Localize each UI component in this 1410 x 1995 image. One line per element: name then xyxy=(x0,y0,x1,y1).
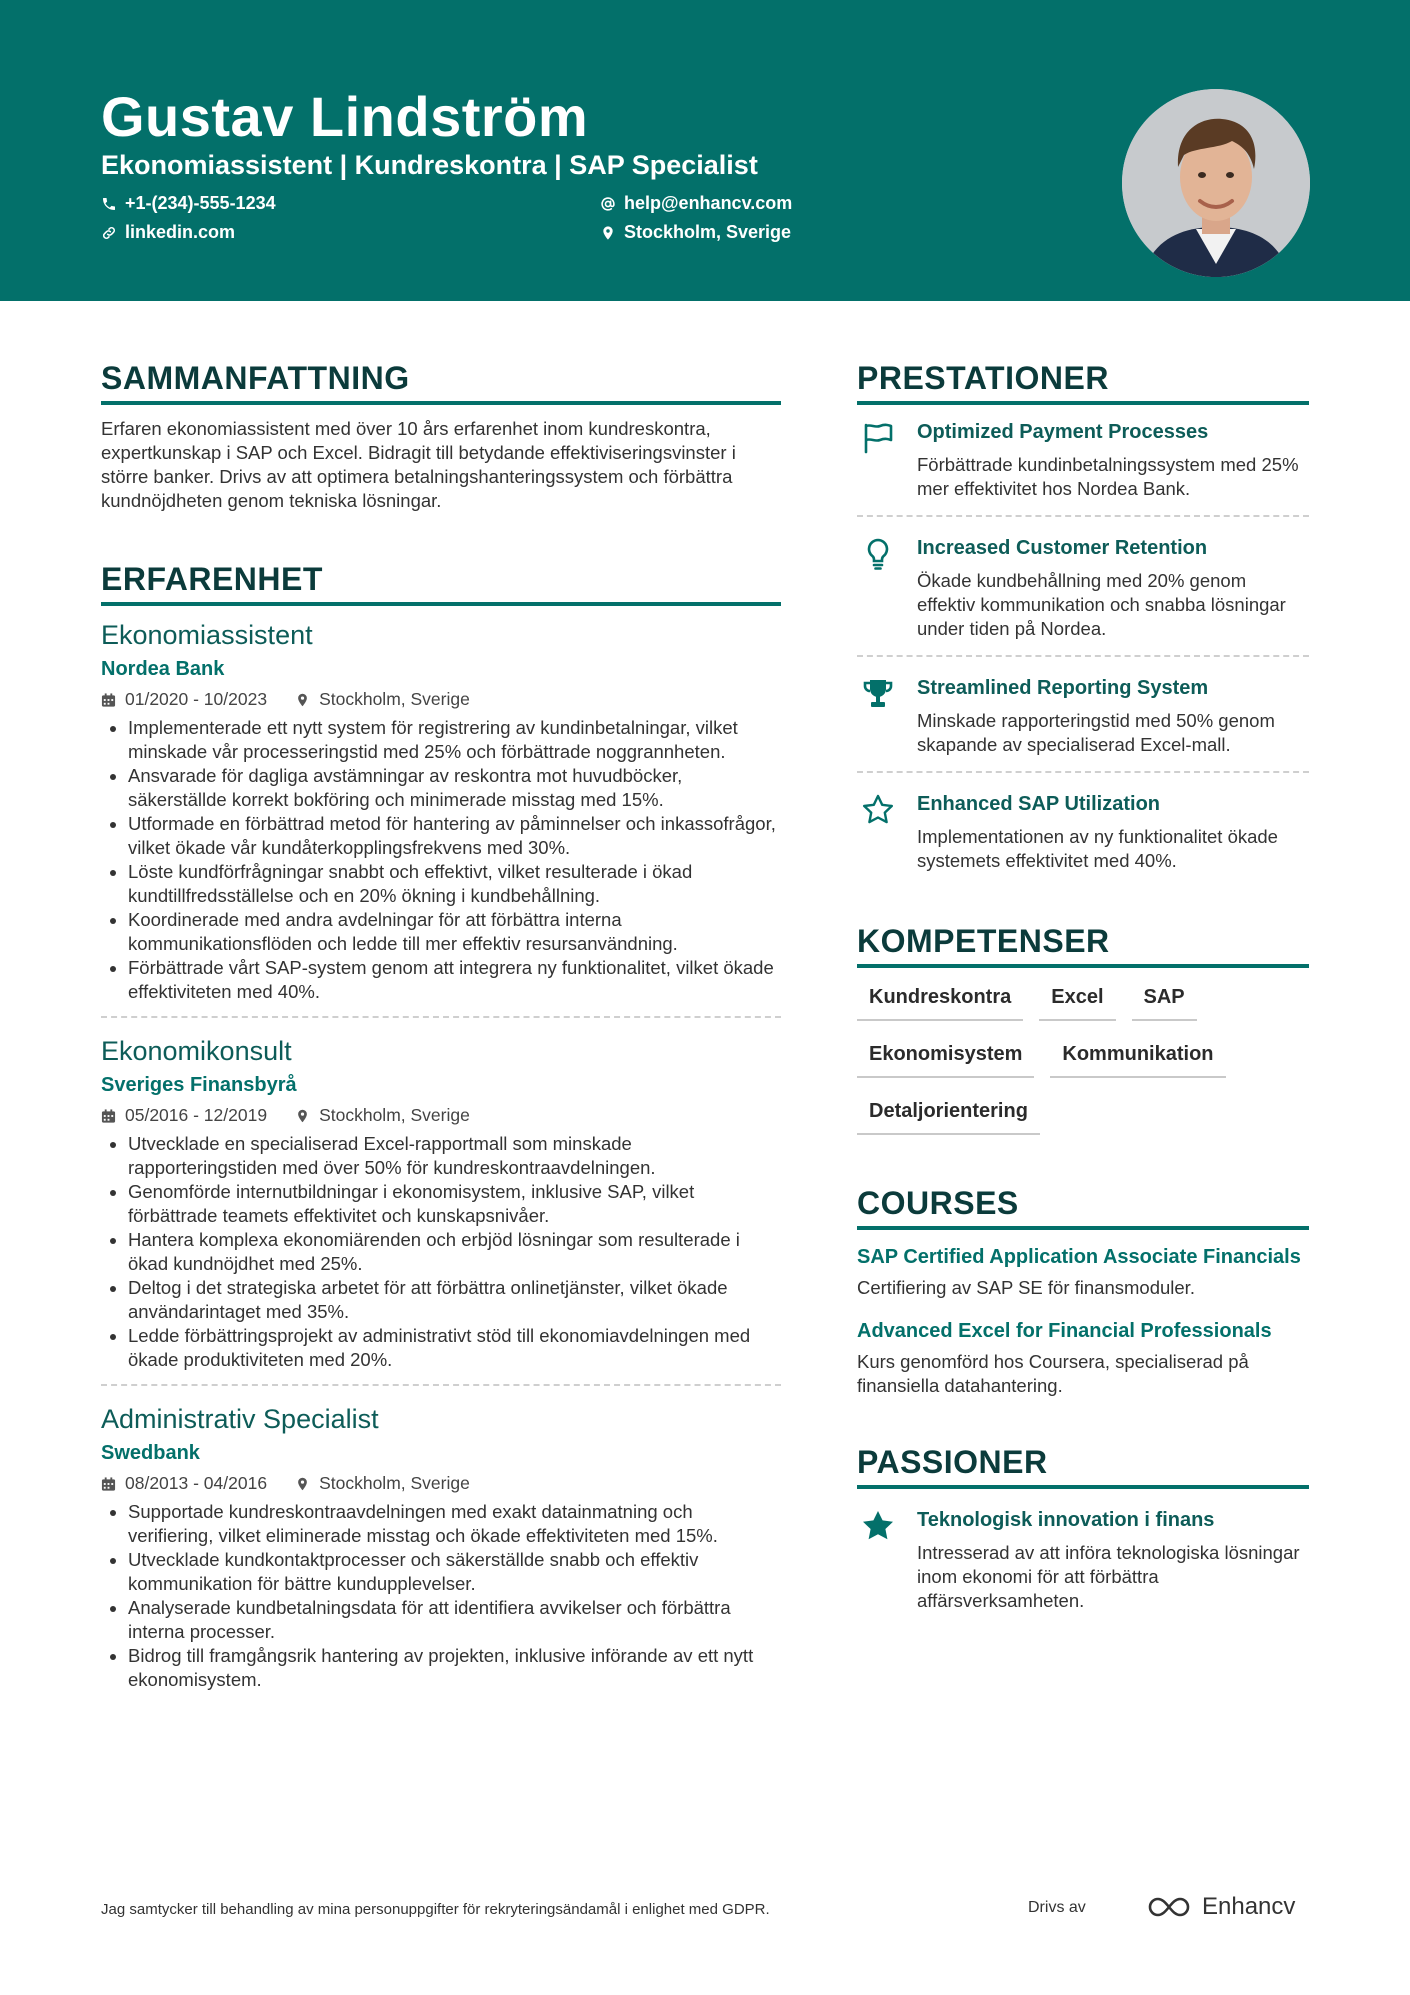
list-item: • Ledde förbättringsprojekt av administrativt stöd till ekonomiavdelningen med ökade produktiviteten med 20%. xyxy=(128,1324,781,1372)
job-entry xyxy=(101,1402,781,1692)
course-desc: Certifiering av SAP SE för finansmoduler. xyxy=(857,1277,1195,1298)
list-item: • Ansvarade för dagliga avstämningar av reskontra mot huvudböcker, säkerställde korrekt bokföring och minimerade misstag med 15%. xyxy=(128,764,781,812)
divider xyxy=(101,1384,781,1386)
trophy-icon xyxy=(861,677,895,711)
skill-tag: Ekonomisystem xyxy=(857,1043,1034,1078)
link-icon xyxy=(101,225,117,241)
list-item: • Koordinerade med andra avdelningar för att förbättra interna kommunikationsflöden och ledde till mer effektiv resursanvändning. xyxy=(128,908,781,956)
skill-tag: Excel xyxy=(1039,986,1115,1021)
calendar-icon xyxy=(101,1476,116,1492)
gdpr-consent: Jag samtycker till behandling av mina personuppgifter för rekryteringsändamål i enlighet med GDPR. xyxy=(101,1901,770,1918)
job-dates: 05/2016 - 12/2019 xyxy=(125,1105,268,1125)
achievement-item xyxy=(857,657,1309,771)
job-bullets xyxy=(101,716,781,1004)
list-item: • Supportade kundreskontraavdelningen med exakt datainmatning och verifiering, vilket eliminerade misstag och ökade effektiviteten med 15%. xyxy=(128,1500,781,1548)
job-title: Ekonomiassistent xyxy=(101,620,313,650)
linkedin-contact[interactable] xyxy=(101,222,235,243)
achievement-title: Enhanced SAP Utilization xyxy=(917,793,1160,815)
location-text: Stockholm, Sverige xyxy=(624,222,792,242)
job-location: Stockholm, Sverige xyxy=(319,689,470,709)
job-meta xyxy=(101,1473,781,1494)
phone-text: +1-(234)-555-1234 xyxy=(125,193,276,213)
job-bullets xyxy=(101,1500,781,1692)
star-filled-icon xyxy=(861,1509,895,1543)
powered-by-label: Drivs av xyxy=(1028,1899,1086,1916)
job-company: Nordea Bank xyxy=(101,658,225,680)
passion-title: Teknologisk innovation i finans xyxy=(917,1509,1215,1531)
job-dates: 01/2020 - 10/2023 xyxy=(125,689,268,709)
experience-heading: ERFARENHET xyxy=(101,561,781,606)
summary-heading: SAMMANFATTNING xyxy=(101,360,781,405)
skill-tag: Detaljorientering xyxy=(857,1100,1040,1135)
list-item: • Utformade en förbättrad metod för hantering av påminnelser och inkassofrågor, vilket ökade vår kundåterkopplingsfrekvens med 30%. xyxy=(128,812,781,860)
job-company: Sveriges Finansbyrå xyxy=(101,1074,297,1096)
job-title: Ekonomikonsult xyxy=(101,1036,292,1066)
job-company: Swedbank xyxy=(101,1442,200,1464)
skills-list xyxy=(857,986,1309,1135)
enhancv-logo[interactable] xyxy=(1146,1893,1295,1921)
list-item: • Utvecklade kundkontaktprocesser och säkerställde snabb och effektiv kommunikation för bättre kundupplevelser. xyxy=(128,1548,781,1596)
course-title: Advanced Excel for Financial Professionals xyxy=(857,1320,1272,1342)
achievement-title: Increased Customer Retention xyxy=(917,537,1208,559)
divider xyxy=(101,1016,781,1018)
achievement-desc: Ökade kundbehållning med 20% genom effektiv kommunikation och snabba lösningar under tiden på Nordea. xyxy=(917,570,1286,639)
email-contact[interactable] xyxy=(600,193,792,214)
job-entry xyxy=(101,618,781,1004)
location-pin-icon xyxy=(600,225,616,241)
list-item: • Implementerade ett nytt system för registrering av kundinbetalningar, vilket minskade vår processeringstid med 25% och förbättrade noggrannheten. xyxy=(128,716,781,764)
right-column xyxy=(857,360,1309,1627)
candidate-name: Gustav Lindström xyxy=(101,85,589,148)
job-location: Stockholm, Sverige xyxy=(319,1473,470,1493)
email-text: help@enhancv.com xyxy=(624,193,793,213)
job-location: Stockholm, Sverige xyxy=(319,1105,470,1125)
star-outline-icon xyxy=(861,793,895,827)
avatar xyxy=(1122,89,1310,277)
achievements-heading: PRESTATIONER xyxy=(857,360,1309,405)
course-item xyxy=(857,1244,1309,1300)
job-meta xyxy=(101,689,781,710)
achievement-desc: Implementationen av ny funktionalitet ökade systemets effektivitet med 40%. xyxy=(917,826,1278,871)
location-pin-icon xyxy=(295,692,310,708)
location-contact xyxy=(600,222,791,243)
job-entry xyxy=(101,1034,781,1372)
brand-name: Enhancv xyxy=(1202,1893,1296,1920)
lightbulb-icon xyxy=(861,537,895,571)
summary-text: Erfaren ekonomiassistent med över 10 års erfarenhet inom kundreskontra, expertkunskap i SAP och Excel. Bidragit till betydande effektiviseringsvinster i större banker. Drivs av att optimera betalningshanteringssystem och förbättra kundnöjdheten genom tekniska lösningar. xyxy=(101,418,736,511)
list-item: • Analyserade kundbetalningsdata för att identifiera avvikelser och förbättra interna processer. xyxy=(128,1596,781,1644)
list-item: • Förbättrade vårt SAP-system genom att integrera ny funktionalitet, vilket ökade effektiviteten med 40%. xyxy=(128,956,781,1004)
skills-heading: KOMPETENSER xyxy=(857,923,1309,968)
at-icon xyxy=(600,196,616,212)
location-pin-icon xyxy=(295,1476,310,1492)
flag-icon xyxy=(861,421,895,455)
course-title: SAP Certified Application Associate Financials xyxy=(857,1246,1301,1268)
achievement-desc: Förbättrade kundinbetalningssystem med 25% mer effektivitet hos Nordea Bank. xyxy=(917,454,1299,499)
achievement-item xyxy=(857,405,1309,515)
linkedin-text: linkedin.com xyxy=(125,222,236,242)
list-item: • Hantera komplexa ekonomiärenden och erbjöd lösningar som resulterade i ökad kundnöjdhet med 25%. xyxy=(128,1228,781,1276)
passion-item xyxy=(857,1501,1309,1627)
location-pin-icon xyxy=(295,1108,310,1124)
achievement-item xyxy=(857,517,1309,655)
skill-tag: Kundreskontra xyxy=(857,986,1023,1021)
achievement-title: Streamlined Reporting System xyxy=(917,677,1209,699)
course-item xyxy=(857,1318,1309,1398)
enhancv-logo-icon xyxy=(1146,1895,1192,1919)
phone-icon xyxy=(101,196,117,212)
courses-heading: COURSES xyxy=(857,1185,1309,1230)
course-desc: Kurs genomförd hos Coursera, specialiserad på finansiella datahantering. xyxy=(857,1351,1249,1396)
passions-heading: PASSIONER xyxy=(857,1444,1309,1489)
header-banner xyxy=(0,0,1410,301)
candidate-title: Ekonomiassistent | Kundreskontra | SAP Specialist xyxy=(101,150,758,180)
calendar-icon xyxy=(101,1108,116,1124)
achievement-title: Optimized Payment Processes xyxy=(917,421,1209,443)
job-bullets xyxy=(101,1132,781,1372)
achievement-desc: Minskade rapporteringstid med 50% genom skapande av specialiserad Excel-mall. xyxy=(917,710,1275,755)
list-item: • Bidrog till framgångsrik hantering av projekten, inklusive införande av ett nytt ekonomisystem. xyxy=(128,1644,781,1692)
skill-tag: Kommunikation xyxy=(1050,1043,1225,1078)
list-item: • Genomförde internutbildningar i ekonomisystem, inklusive SAP, vilket förbättrade teamets effektivitet och kunskapsnivåer. xyxy=(128,1180,781,1228)
calendar-icon xyxy=(101,692,116,708)
list-item: • Löste kundförfrågningar snabbt och effektivt, vilket resulterade i ökad kundtillfredsställelse och en 20% ökning i kundbehållning. xyxy=(128,860,781,908)
job-meta xyxy=(101,1105,781,1126)
skill-tag: SAP xyxy=(1132,986,1197,1021)
achievement-item xyxy=(857,773,1309,887)
left-column xyxy=(101,360,781,1692)
list-item: • Deltog i det strategiska arbetet för att förbättra onlinetjänster, vilket ökade användarintaget med 35%. xyxy=(128,1276,781,1324)
job-title: Administrativ Specialist xyxy=(101,1404,379,1434)
list-item: • Utvecklade en specialiserad Excel-rapportmall som minskade rapporteringstiden med över 50% för kundreskontraavdelningen. xyxy=(128,1132,781,1180)
profile-photo xyxy=(1122,89,1310,277)
job-dates: 08/2013 - 04/2016 xyxy=(125,1473,268,1493)
phone-contact[interactable] xyxy=(101,193,276,214)
passion-desc: Intresserad av att införa teknologiska lösningar inom ekonomi för att förbättra affärsverksamheten. xyxy=(917,1542,1300,1611)
